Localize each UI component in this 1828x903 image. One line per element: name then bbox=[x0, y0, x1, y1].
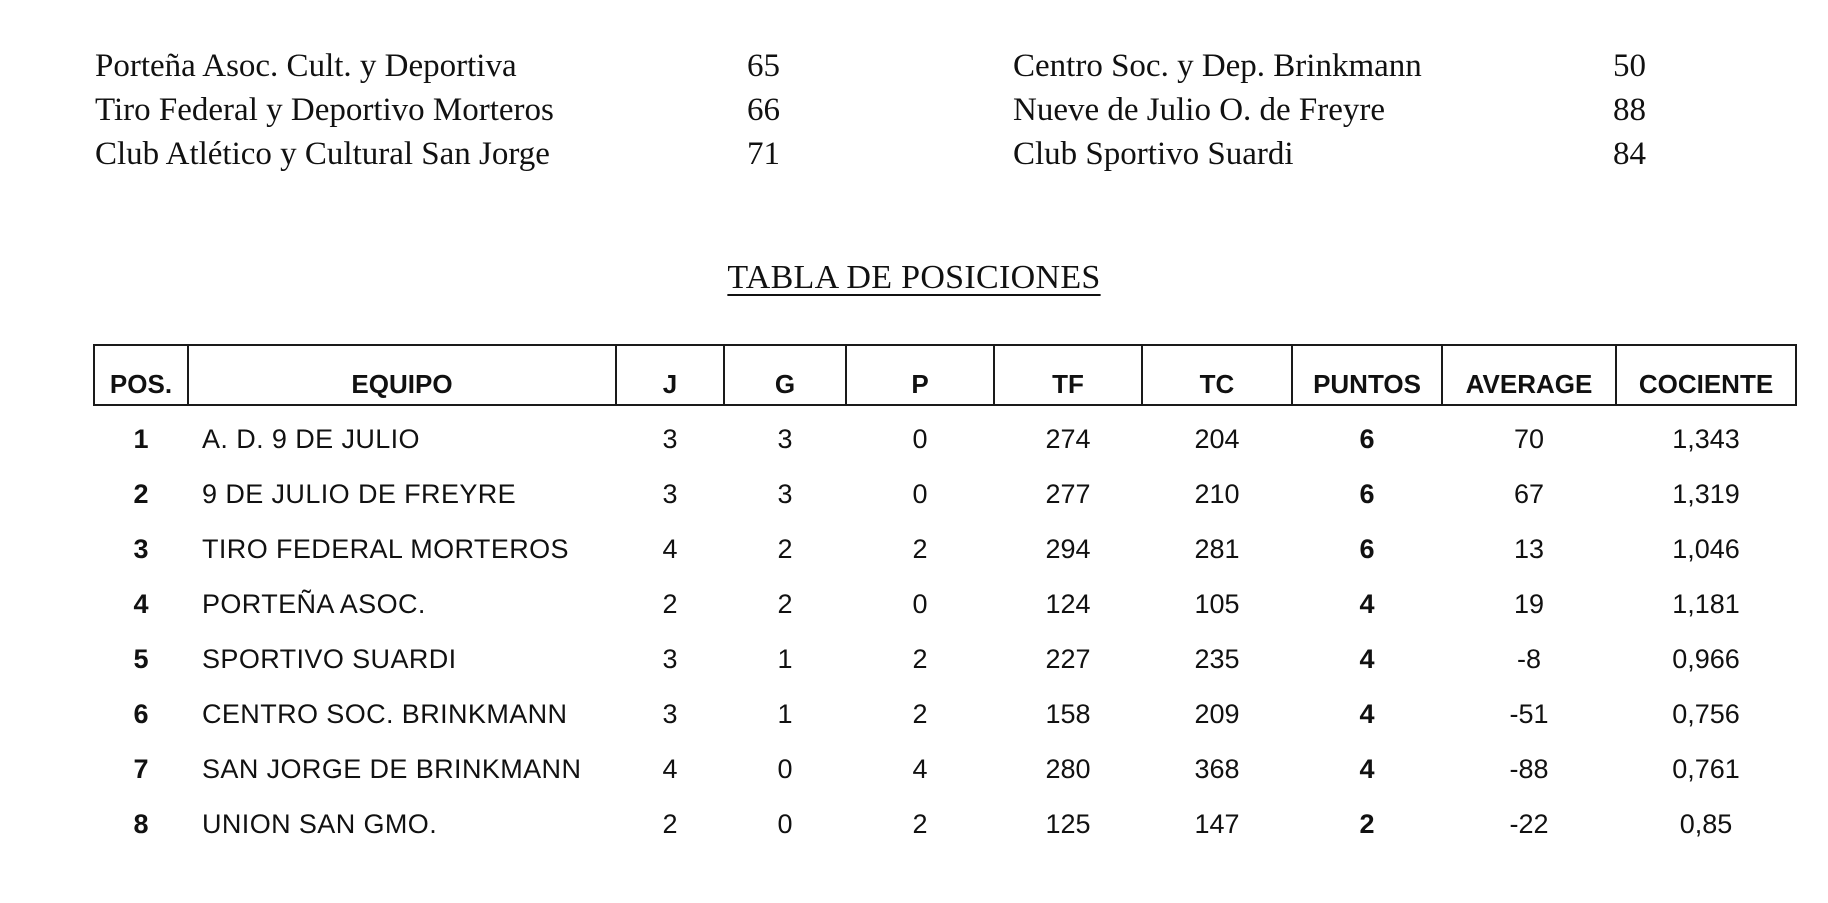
cell-tc: 147 bbox=[1194, 809, 1240, 839]
cell-cociente: 1,181 bbox=[1672, 589, 1740, 619]
cell-average: -88 bbox=[1509, 754, 1549, 784]
cell-tc: 210 bbox=[1194, 479, 1240, 509]
column-header-average: AVERAGE bbox=[1442, 345, 1616, 405]
result-row bbox=[95, 44, 1695, 88]
cell-j: 3 bbox=[662, 479, 678, 509]
column-header-tc: TC bbox=[1142, 345, 1292, 405]
cell-puntos: 6 bbox=[1359, 479, 1375, 509]
cell-pos: 4 bbox=[133, 589, 149, 619]
column-header-g: G bbox=[724, 345, 846, 405]
cell-average: -51 bbox=[1509, 699, 1549, 729]
cell-pos: 2 bbox=[133, 479, 149, 509]
cell-j: 2 bbox=[662, 589, 678, 619]
cell-p: 2 bbox=[912, 699, 928, 729]
cell-p: 2 bbox=[912, 534, 928, 564]
cell-tf: 294 bbox=[1045, 534, 1091, 564]
cell-j: 4 bbox=[662, 534, 678, 564]
result-row bbox=[95, 88, 1695, 132]
cell-team: CENTRO SOC. BRINKMANN bbox=[202, 699, 568, 729]
cell-j: 3 bbox=[662, 644, 678, 674]
column-header-j: J bbox=[616, 345, 724, 405]
cell-cociente: 1,319 bbox=[1672, 479, 1740, 509]
cell-puntos: 6 bbox=[1359, 424, 1375, 454]
cell-average: -8 bbox=[1516, 644, 1541, 674]
away-team: Club Sportivo Suardi bbox=[1013, 136, 1294, 172]
result-row bbox=[95, 132, 1695, 176]
home-team: Tiro Federal y Deportivo Morteros bbox=[95, 92, 554, 128]
cell-cociente: 0,85 bbox=[1679, 809, 1733, 839]
cell-j: 3 bbox=[662, 424, 678, 454]
cell-g: 1 bbox=[777, 699, 793, 729]
column-header-p: P bbox=[846, 345, 994, 405]
cell-tf: 125 bbox=[1045, 809, 1091, 839]
table-row bbox=[94, 522, 1796, 577]
home-team: Porteña Asoc. Cult. y Deportiva bbox=[95, 48, 517, 84]
cell-tc: 105 bbox=[1194, 589, 1240, 619]
column-header-cociente: COCIENTE bbox=[1616, 345, 1796, 405]
cell-p: 2 bbox=[912, 644, 928, 674]
cell-average: 70 bbox=[1513, 424, 1545, 454]
cell-team: A. D. 9 DE JULIO bbox=[202, 424, 420, 454]
table-row bbox=[94, 632, 1796, 687]
cell-p: 2 bbox=[912, 809, 928, 839]
column-header-equipo: EQUIPO bbox=[188, 345, 616, 405]
cell-team: UNION SAN GMO. bbox=[202, 809, 438, 839]
table-row bbox=[94, 467, 1796, 522]
cell-g: 2 bbox=[777, 534, 793, 564]
cell-cociente: 0,761 bbox=[1672, 754, 1740, 784]
cell-pos: 1 bbox=[133, 424, 149, 454]
cell-puntos: 4 bbox=[1359, 644, 1375, 674]
cell-tf: 280 bbox=[1045, 754, 1091, 784]
away-team: Nueve de Julio O. de Freyre bbox=[1013, 92, 1386, 128]
home-team: Club Atlético y Cultural San Jorge bbox=[95, 136, 550, 172]
cell-g: 1 bbox=[777, 644, 793, 674]
away-score: 88 bbox=[1613, 92, 1646, 128]
table-row bbox=[94, 687, 1796, 742]
home-score: 71 bbox=[747, 136, 780, 172]
cell-team: PORTEÑA ASOC. bbox=[202, 589, 426, 619]
standings-table bbox=[93, 344, 1797, 852]
table-row bbox=[94, 405, 1796, 467]
cell-g: 3 bbox=[777, 424, 793, 454]
home-score: 66 bbox=[747, 92, 780, 128]
away-score: 84 bbox=[1613, 136, 1646, 172]
cell-tf: 277 bbox=[1045, 479, 1091, 509]
cell-pos: 3 bbox=[133, 534, 149, 564]
cell-cociente: 1,046 bbox=[1672, 534, 1740, 564]
cell-tc: 204 bbox=[1194, 424, 1240, 454]
cell-j: 3 bbox=[662, 699, 678, 729]
cell-average: 13 bbox=[1513, 534, 1545, 564]
column-header-puntos: PUNTOS bbox=[1292, 345, 1442, 405]
cell-j: 2 bbox=[662, 809, 678, 839]
cell-cociente: 0,966 bbox=[1672, 644, 1740, 674]
cell-p: 0 bbox=[912, 424, 928, 454]
column-header-tf: TF bbox=[994, 345, 1142, 405]
cell-tc: 281 bbox=[1194, 534, 1240, 564]
cell-tc: 368 bbox=[1194, 754, 1240, 784]
away-team: Centro Soc. y Dep. Brinkmann bbox=[1013, 48, 1422, 84]
cell-tc: 235 bbox=[1194, 644, 1240, 674]
match-results bbox=[95, 44, 1695, 176]
cell-cociente: 1,343 bbox=[1672, 424, 1740, 454]
cell-tf: 227 bbox=[1045, 644, 1091, 674]
cell-tf: 158 bbox=[1045, 699, 1091, 729]
cell-pos: 7 bbox=[133, 754, 149, 784]
cell-puntos: 4 bbox=[1359, 754, 1375, 784]
cell-tf: 124 bbox=[1045, 589, 1091, 619]
cell-team: 9 DE JULIO DE FREYRE bbox=[202, 479, 517, 509]
cell-p: 0 bbox=[912, 479, 928, 509]
table-row bbox=[94, 577, 1796, 632]
standings-title: TABLA DE POSICIONES bbox=[727, 259, 1101, 296]
away-score: 50 bbox=[1613, 48, 1646, 84]
table-row bbox=[94, 797, 1796, 852]
cell-g: 2 bbox=[777, 589, 793, 619]
cell-average: 67 bbox=[1513, 479, 1545, 509]
cell-g: 0 bbox=[777, 809, 793, 839]
cell-average: 19 bbox=[1513, 589, 1545, 619]
cell-p: 0 bbox=[912, 589, 928, 619]
table-row bbox=[94, 742, 1796, 797]
cell-p: 4 bbox=[912, 754, 928, 784]
table-header-row bbox=[94, 345, 1796, 405]
home-score: 65 bbox=[747, 48, 780, 84]
cell-puntos: 6 bbox=[1359, 534, 1375, 564]
cell-tf: 274 bbox=[1045, 424, 1091, 454]
cell-team: TIRO FEDERAL MORTEROS bbox=[202, 534, 569, 564]
cell-j: 4 bbox=[662, 754, 678, 784]
cell-team: SPORTIVO SUARDI bbox=[202, 644, 457, 674]
cell-tc: 209 bbox=[1194, 699, 1240, 729]
cell-team: SAN JORGE DE BRINKMANN bbox=[202, 754, 582, 784]
cell-pos: 5 bbox=[133, 644, 149, 674]
cell-puntos: 4 bbox=[1359, 699, 1375, 729]
cell-average: -22 bbox=[1509, 809, 1549, 839]
cell-puntos: 2 bbox=[1359, 809, 1375, 839]
cell-pos: 6 bbox=[133, 699, 149, 729]
column-header-pos: POS. bbox=[94, 345, 188, 405]
cell-cociente: 0,756 bbox=[1672, 699, 1740, 729]
cell-puntos: 4 bbox=[1359, 589, 1375, 619]
cell-g: 0 bbox=[777, 754, 793, 784]
cell-pos: 8 bbox=[133, 809, 149, 839]
cell-g: 3 bbox=[777, 479, 793, 509]
